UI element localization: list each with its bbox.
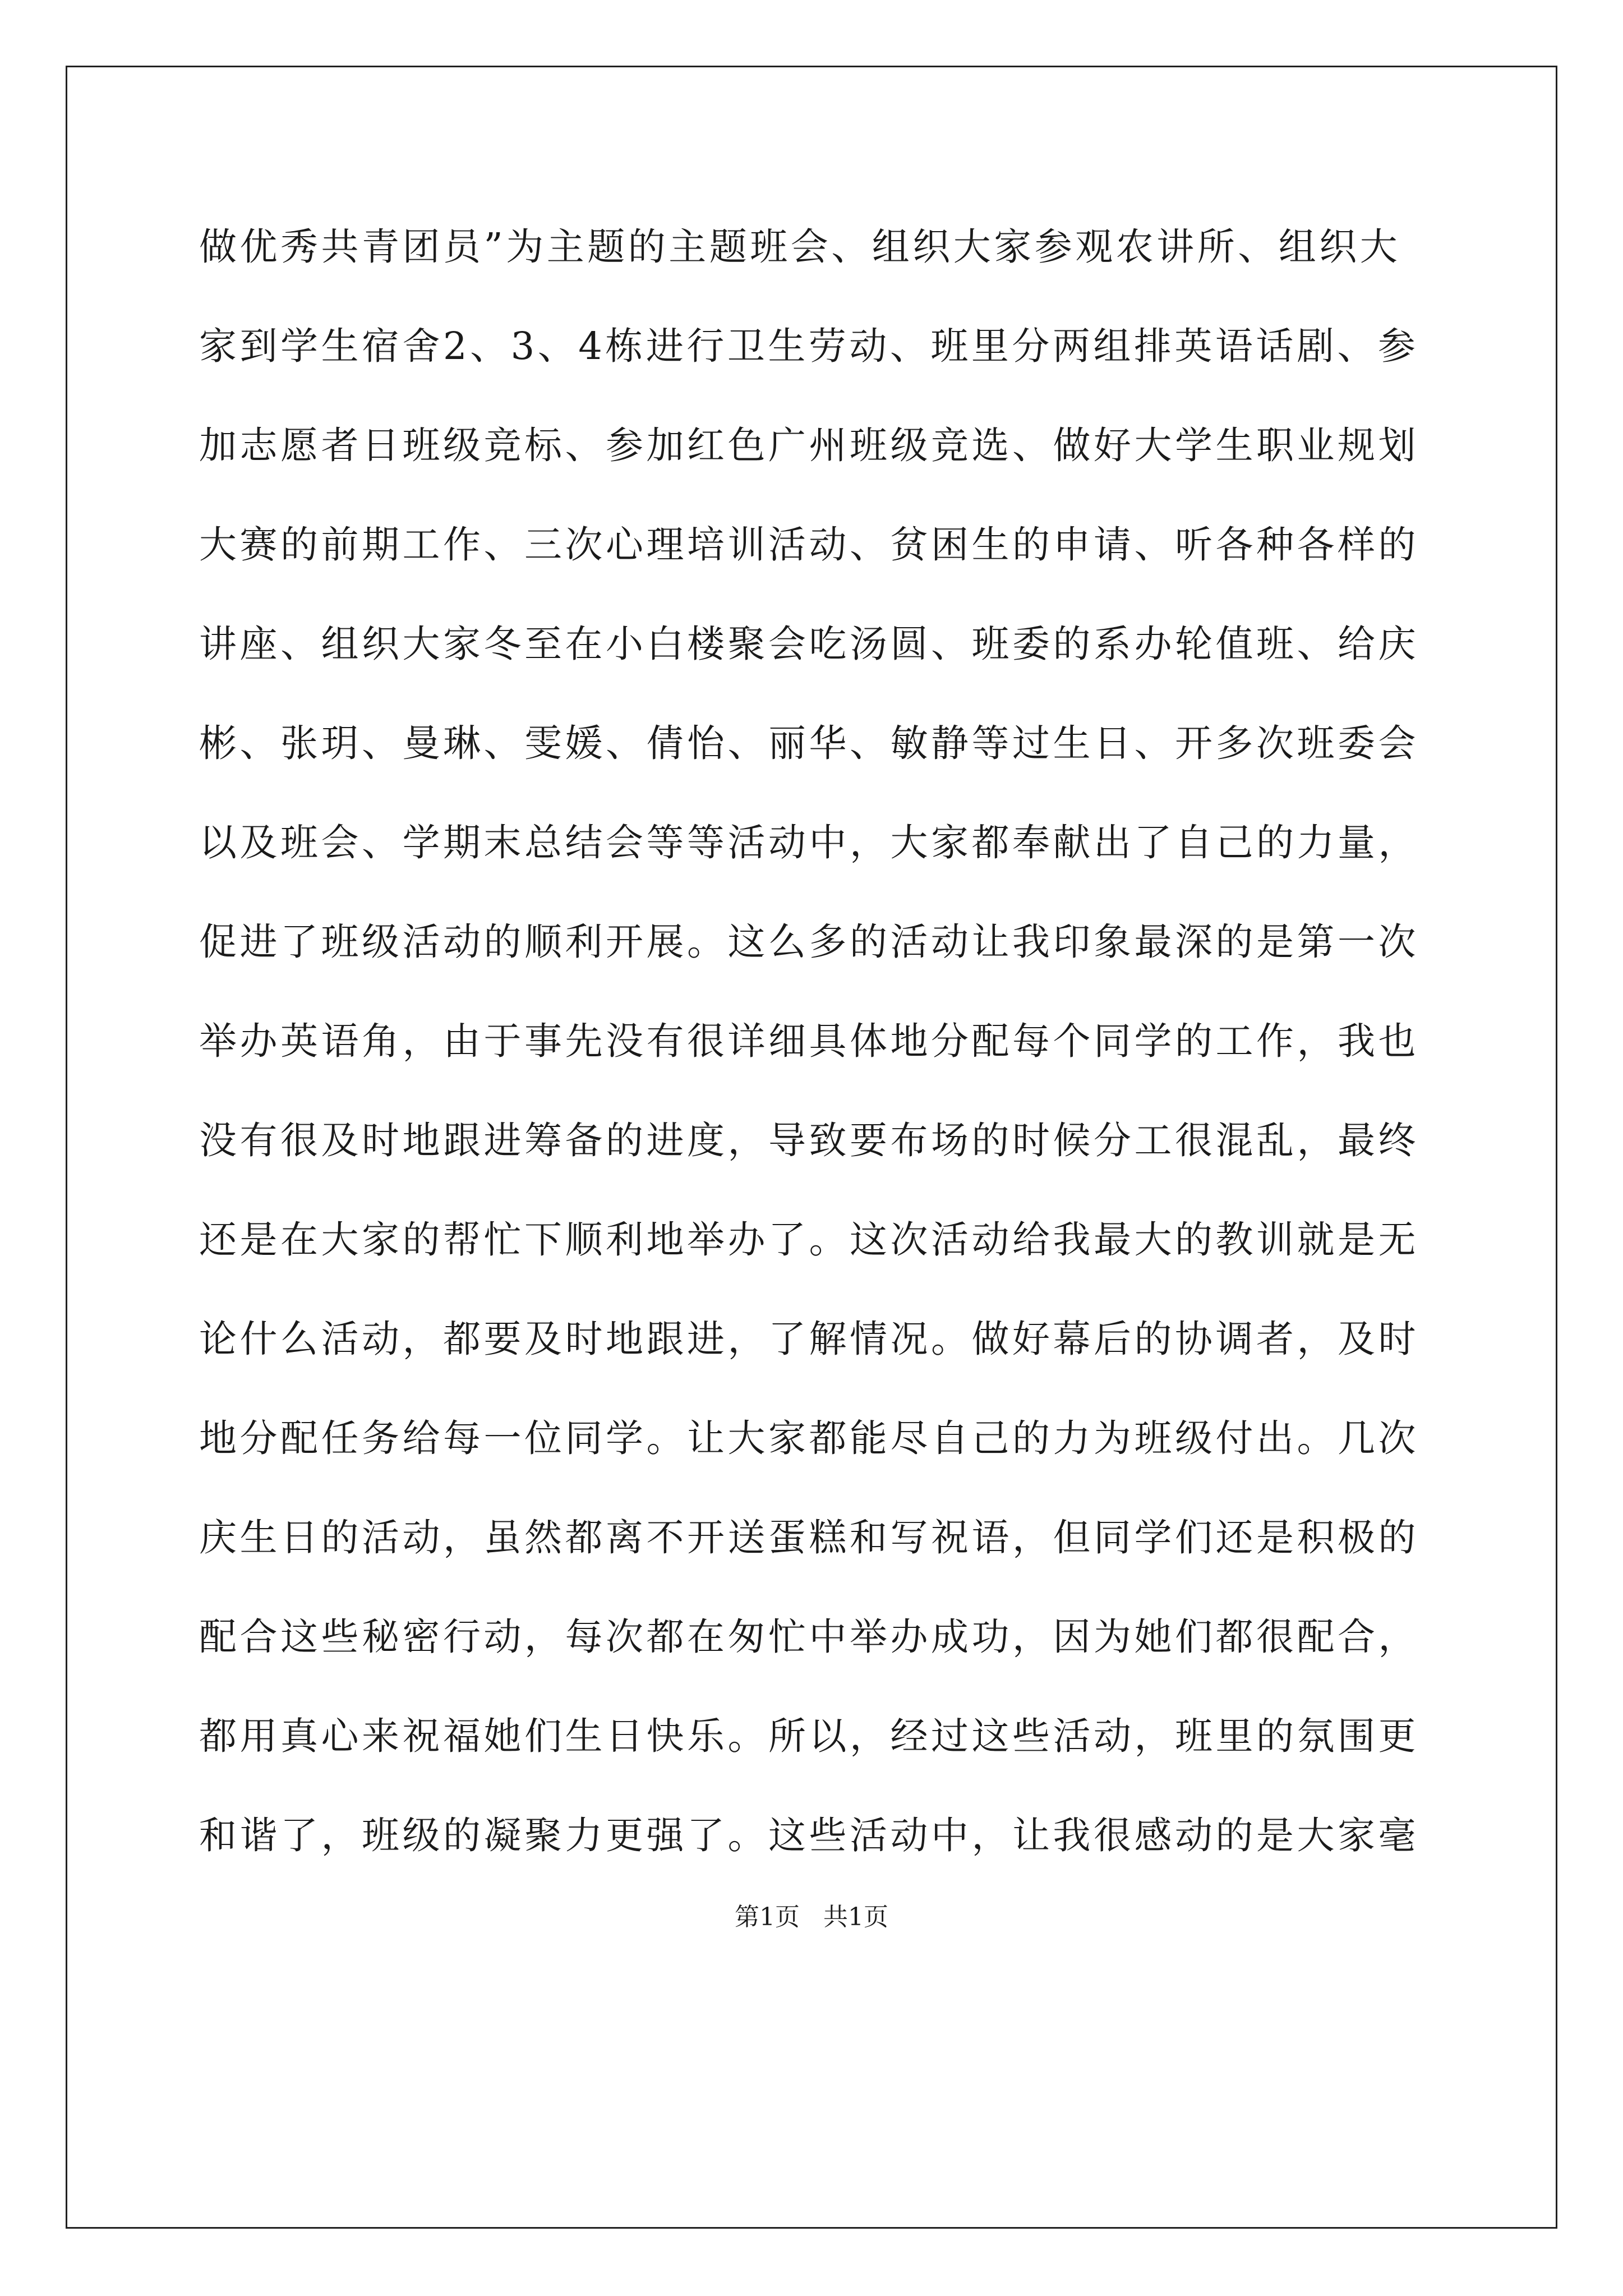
text-line: 大赛的前期工作、三次心理培训活动、贫困生的申请、听各种各样的: [199, 523, 1419, 567]
text-line: 和谐了，班级的凝聚力更强了。这些活动中，让我很感动的是大家毫: [199, 1814, 1419, 1857]
text-line: 促进了班级活动的顺利开展。这么多的活动让我印象最深的是第一次: [199, 920, 1419, 964]
page-number-footer: 第1页 共1页: [735, 1903, 888, 1931]
text-line: 以及班会、学期末总结会等等活动中，大家都奉献出了自己的力量，: [199, 821, 1419, 864]
text-line: 还是在大家的帮忙下顺利地举办了。这次活动给我最大的教训就是无: [199, 1218, 1419, 1262]
text-line: 庆生日的活动，虽然都离不开送蛋糕和写祝语，但同学们还是积极的: [199, 1516, 1419, 1559]
text-line: 做优秀共青团员”为主题的主题班会、组织大家参观农讲所、组织大: [199, 225, 1401, 269]
text-line: 家到学生宿舍2、3、4栋进行卫生劳动、班里分两组排英语话剧、参: [199, 324, 1419, 368]
text-line: 举办英语角，由于事先没有很详细具体地分配每个同学的工作，我也: [199, 1019, 1419, 1063]
text-line: 加志愿者日班级竞标、参加红色广州班级竞选、做好大学生职业规划: [199, 424, 1419, 467]
text-line: 都用真心来祝福她们生日快乐。所以，经过这些活动，班里的氛围更: [199, 1714, 1419, 1758]
text-line: 地分配任务给每一位同学。让大家都能尽自己的力为班级付出。几次: [199, 1416, 1419, 1460]
text-line: 配合这些秘密行动，每次都在匆忙中举办成功，因为她们都很配合，: [199, 1615, 1419, 1659]
text-line: 讲座、组织大家冬至在小白楼聚会吃汤圆、班委的系办轮值班、给庆: [199, 622, 1419, 666]
document-body: [199, 213, 1427, 1901]
text-line: 没有很及时地跟进筹备的进度，导致要布场的时候分工很混乱，最终: [199, 1119, 1419, 1162]
text-line: 彬、张玥、曼琳、雯媛、倩怡、丽华、敏静等过生日、开多次班委会: [199, 721, 1419, 765]
text-line: 论什么活动，都要及时地跟进，了解情况。做好幕后的协调者，及时: [199, 1317, 1419, 1361]
